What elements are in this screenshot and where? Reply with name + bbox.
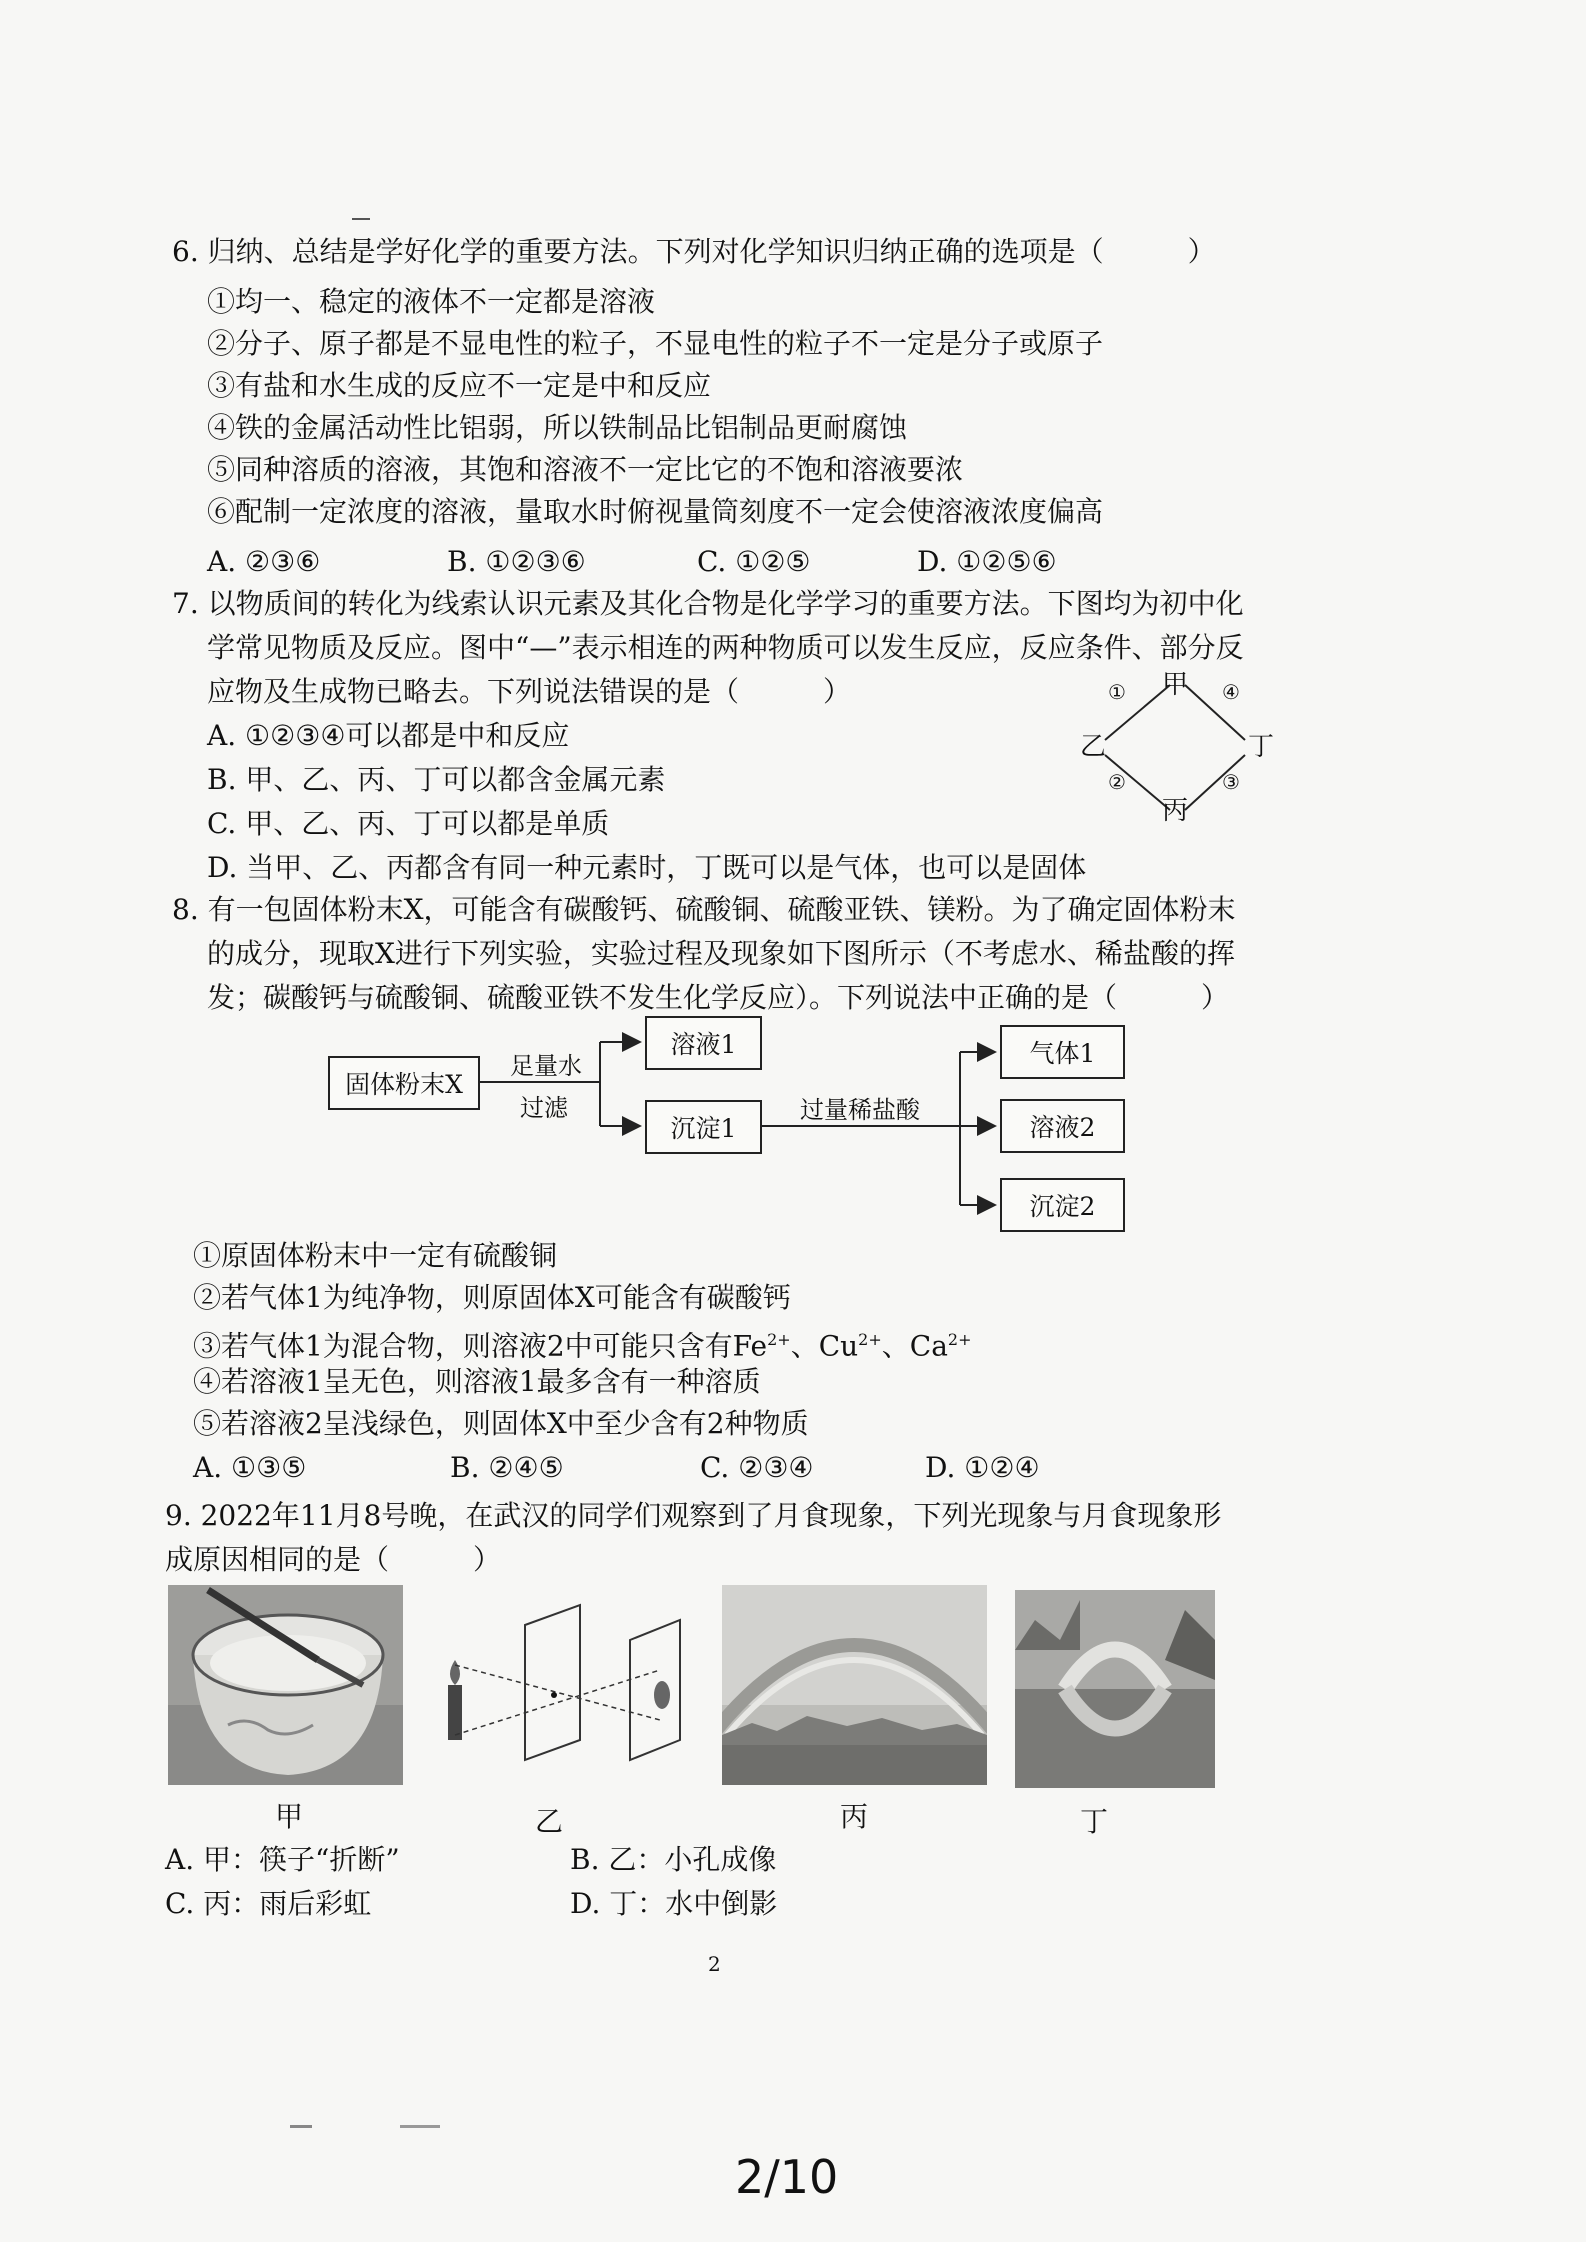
- q8-option-a[interactable]: A. ①③⑤: [193, 1451, 307, 1484]
- node-yi: 乙: [1080, 732, 1107, 762]
- q6-option-c[interactable]: C. ①②⑤: [697, 545, 811, 578]
- q8-option-d[interactable]: D. ①②④: [925, 1451, 1040, 1484]
- q8-item-3-text: ③若气体1为混合物，则溶液2中可能只含有Fe: [193, 1329, 768, 1363]
- cu-symbol: 、Cu: [790, 1329, 859, 1363]
- q8-stem-line-3: 发；碳酸钙与硫酸铜、硫酸亚铁不发生化学反应）。下列说法中正确的是（ ）: [207, 981, 1230, 1014]
- image-bing-rainbow: [722, 1585, 987, 1785]
- q8-stem-line-2: 的成分，现取X进行下列实验，实验过程及现象如下图所示（不考虑水、稀盐酸的挥: [207, 937, 1235, 970]
- image-jia-chopstick-bowl: [168, 1585, 403, 1785]
- ca-symbol: 、Ca: [881, 1329, 948, 1363]
- node-jia: 甲: [1162, 670, 1189, 700]
- edge-label-3: ③: [1222, 770, 1240, 794]
- flow-label-water: 足量水: [510, 1052, 582, 1080]
- flow-label-hcl: 过量稀盐酸: [800, 1096, 920, 1124]
- flow-box-precipitate-1: 沉淀1: [645, 1100, 762, 1154]
- q9-option-d[interactable]: D. 丁：水中倒影: [570, 1887, 778, 1920]
- viewer-page-indicator: 2/10: [735, 2150, 839, 2204]
- caption-ding: 丁: [1080, 1805, 1109, 1838]
- ca-charge: 2+: [947, 1330, 972, 1349]
- edge-label-1: ①: [1108, 680, 1126, 704]
- flow-box-gas-1: 气体1: [1000, 1025, 1125, 1079]
- q7-stem-line-3: 应物及生成物已略去。下列说法错误的是（ ）: [207, 675, 852, 708]
- q8-item-5: ⑤若溶液2呈浅绿色，则固体X中至少含有2种物质: [193, 1407, 809, 1440]
- flow-box-solution-2: 溶液2: [1000, 1099, 1125, 1153]
- q9-stem-line-1: 9. 2022年11月8号晚，在武汉的同学们观察到了月食现象，下列光现象与月食现象形: [165, 1499, 1222, 1532]
- scan-speck: [400, 2125, 440, 2128]
- q8-item-2: ②若气体1为纯净物，则原固体X可能含有碳酸钙: [193, 1281, 791, 1314]
- image-ding-reflection: [1015, 1590, 1215, 1788]
- fe-charge: 2+: [767, 1330, 791, 1349]
- q6-option-a[interactable]: A. ②③⑥: [207, 545, 321, 578]
- q7-stem-line-2: 学常见物质及反应。图中“—”表示相连的两种物质可以发生反应，反应条件、部分反: [207, 631, 1244, 664]
- q6-item-5: ⑤同种溶质的溶液，其饱和溶液不一定比它的不饱和溶液要浓: [207, 453, 964, 486]
- q9-option-b[interactable]: B. 乙：小孔成像: [570, 1843, 777, 1876]
- q8-option-b[interactable]: B. ②④⑤: [450, 1451, 564, 1484]
- q6-option-b[interactable]: B. ①②③⑥: [447, 545, 586, 578]
- edge-label-2: ②: [1108, 770, 1126, 794]
- q7-option-a[interactable]: A. ①②③④可以都是中和反应: [207, 719, 570, 752]
- scan-speck: [290, 2125, 312, 2128]
- node-bing: 丙: [1162, 796, 1189, 826]
- q7-option-d[interactable]: D. 当甲、乙、丙都含有同一种元素时，丁既可以是气体，也可以是固体: [207, 851, 1087, 884]
- q9-stem-line-2: 成原因相同的是（ ）: [165, 1543, 502, 1576]
- caption-jia: 甲: [275, 1800, 304, 1833]
- q6-item-4: ④铁的金属活动性比铝弱，所以铁制品比铝制品更耐腐蚀: [207, 411, 908, 444]
- q8-item-3: [193, 1322, 971, 1364]
- flow-box-precipitate-2: 沉淀2: [1000, 1178, 1125, 1232]
- image-yi-pinhole: [430, 1600, 690, 1775]
- q6-item-3: ③有盐和水生成的反应不一定是中和反应: [207, 369, 712, 402]
- flow-box-solid-x: 固体粉末X: [328, 1056, 480, 1110]
- q6-option-d[interactable]: D. ①②⑤⑥: [917, 545, 1057, 578]
- q7-stem-line-1: 7. 以物质间的转化为线索认识元素及其化合物是化学学习的重要方法。下图均为初中化: [172, 587, 1244, 620]
- q6-stem: 6. 归纳、总结是学好化学的重要方法。下列对化学知识归纳正确的选项是（ ）: [172, 235, 1216, 268]
- q7-option-c[interactable]: C. 甲、乙、丙、丁可以都是单质: [207, 807, 610, 840]
- node-ding: 丁: [1248, 732, 1275, 762]
- q6-item-2: ②分子、原子都是不显电性的粒子，不显电性的粒子不一定是分子或原子: [207, 327, 1104, 360]
- scan-speck: [352, 218, 370, 220]
- q8-stem-line-1: 8. 有一包固体粉末X，可能含有碳酸钙、硫酸铜、硫酸亚铁、镁粉。为了确定固体粉末: [172, 893, 1236, 926]
- q9-option-c[interactable]: C. 丙：雨后彩虹: [165, 1887, 372, 1920]
- q9-option-a[interactable]: A. 甲：筷子“折断”: [165, 1843, 400, 1876]
- q8-item-4: ④若溶液1呈无色，则溶液1最多含有一种溶质: [193, 1365, 761, 1398]
- q8-option-c[interactable]: C. ②③④: [700, 1451, 814, 1484]
- q8-item-1: ①原固体粉末中一定有硫酸铜: [193, 1239, 558, 1272]
- q6-item-1: ①均一、稳定的液体不一定都是溶液: [207, 285, 656, 318]
- cu-charge: 2+: [858, 1330, 882, 1349]
- caption-yi: 乙: [535, 1805, 564, 1838]
- caption-bing: 丙: [840, 1800, 869, 1833]
- q7-option-b[interactable]: B. 甲、乙、丙、丁可以都含金属元素: [207, 763, 666, 796]
- flow-label-filter: 过滤: [520, 1094, 568, 1122]
- edge-label-4: ④: [1222, 680, 1240, 704]
- flow-box-solution-1: 溶液1: [645, 1016, 762, 1070]
- printed-page-number: 2: [708, 1952, 721, 1976]
- q6-item-6: ⑥配制一定浓度的溶液，量取水时俯视量筒刻度不一定会使溶液浓度偏高: [207, 495, 1104, 528]
